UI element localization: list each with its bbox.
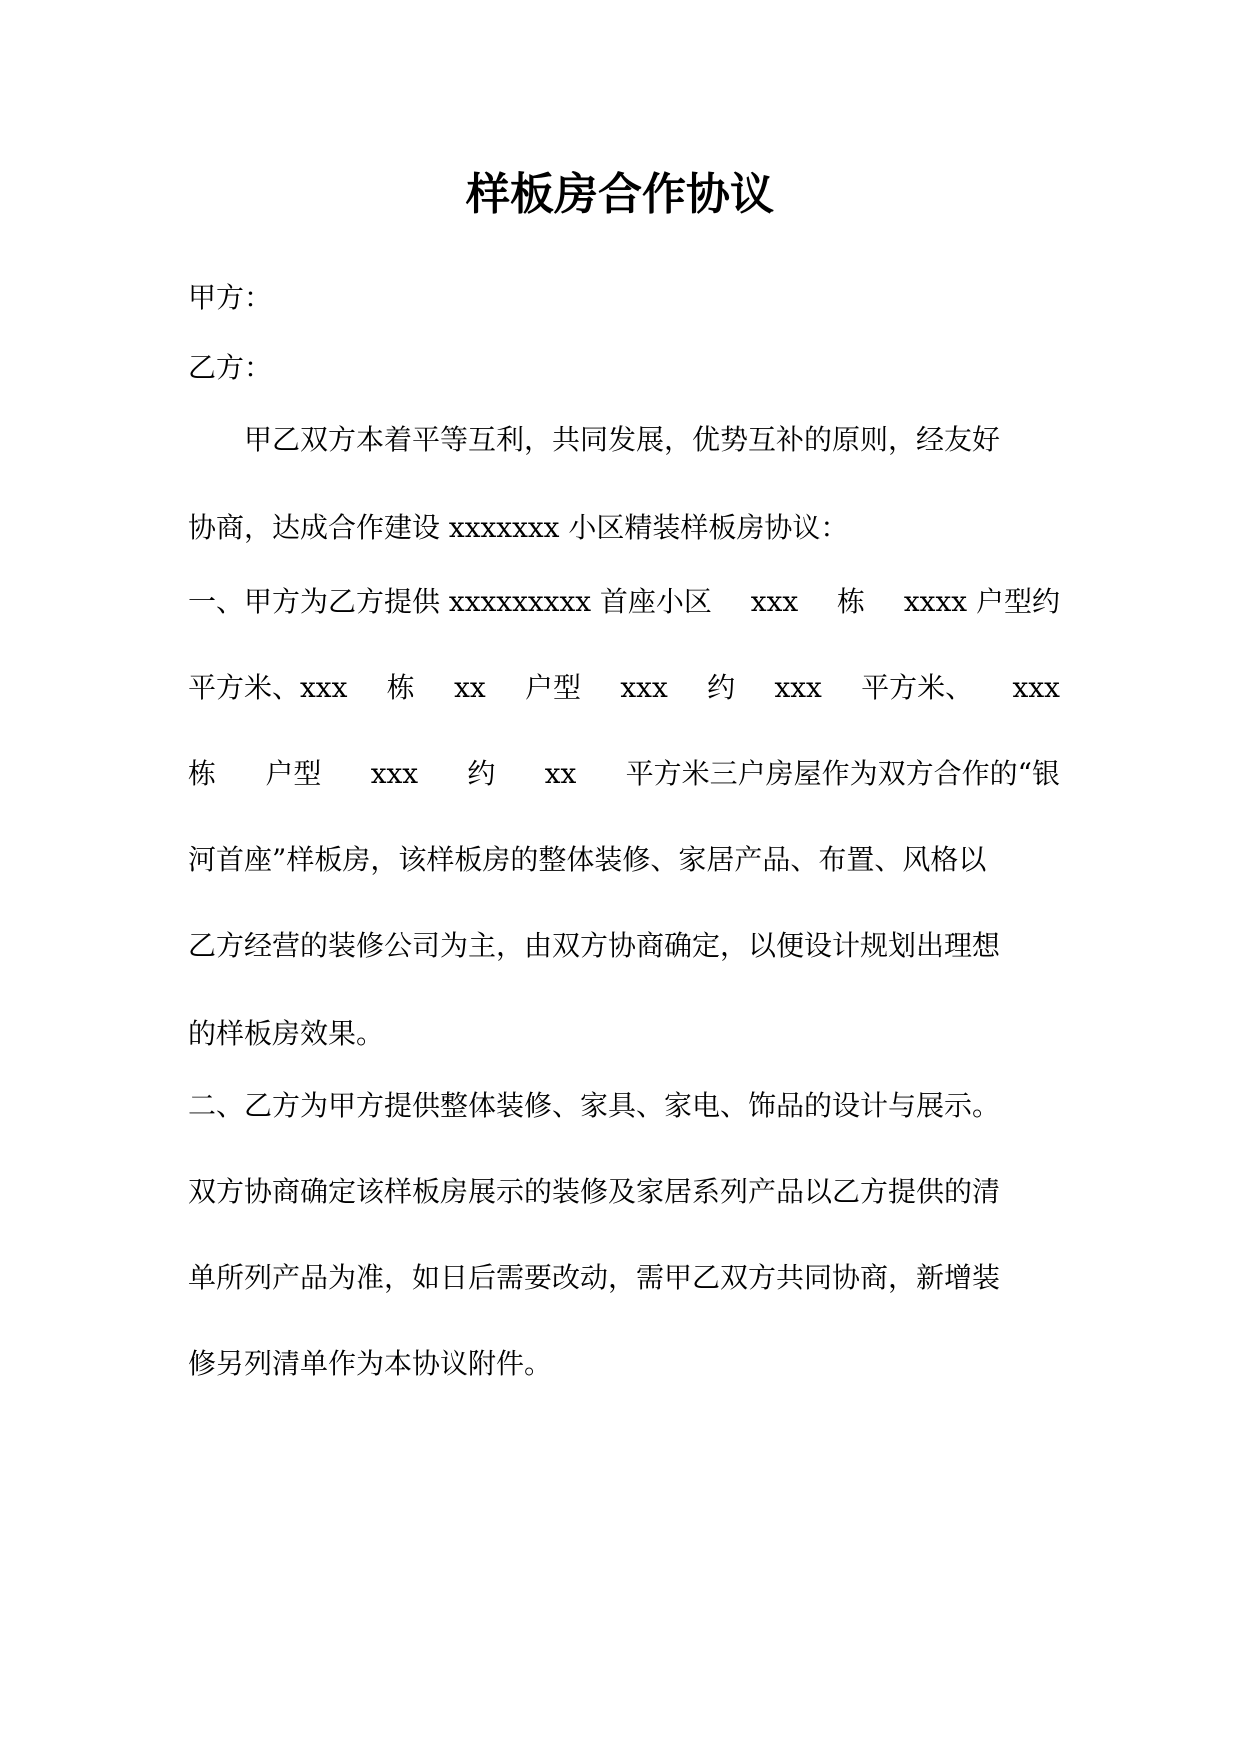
clause2-line-2: 双方协商确定该样板房展示的装修及家居系列产品以乙方提供的清 xyxy=(188,1175,1001,1208)
clause1-line-2-seg: xxx xyxy=(1012,671,1060,704)
clause1-line-1-tail-a: xxx xyxy=(750,585,799,618)
clause1-line-6: 的样板房效果。 xyxy=(188,1017,385,1050)
clause1-line-2 xyxy=(188,668,1060,708)
clause1-line-3-seg: 栋 xyxy=(188,757,217,790)
clause1-line-3-seg: xx xyxy=(544,757,577,790)
clause1-line-1 xyxy=(188,582,1060,622)
clause1-line-2-seg: 平方米、 xyxy=(861,671,974,704)
clause1-line-1-head: 一、甲方为乙方提供 xxxxxxxxx 首座小区 xyxy=(188,585,712,618)
clause1-line-1-tail-b: 栋 xyxy=(837,585,866,618)
intro-line-1: 甲乙双方本着平等互利，共同发展，优势互补的原则，经友好 xyxy=(188,423,1001,456)
clause1-line-2-seg: xx xyxy=(454,671,486,704)
clause2-line-1: 二、乙方为甲方提供整体装修、家具、家电、饰品的设计与展示。 xyxy=(188,1089,1001,1122)
clause1-line-5: 乙方经营的装修公司为主，由双方协商确定，以便设计规划出理想 xyxy=(188,929,1001,962)
clause1-line-2-seg: 栋 xyxy=(386,671,415,704)
clause1-line-2-seg: xxx xyxy=(774,671,822,704)
clause1-line-2-seg: 约 xyxy=(707,671,736,704)
document-title: 样板房合作协议 xyxy=(466,169,774,220)
clause1-line-4: 河首座”样板房，该样板房的整体装修、家居产品、布置、风格以 xyxy=(188,843,987,876)
intro-line-2: 协商，达成合作建设 xxxxxxx 小区精装样板房协议： xyxy=(188,511,849,544)
clause1-line-3-seg: xxx xyxy=(370,757,419,790)
clause1-line-2-seg: xxx xyxy=(620,671,668,704)
party-b-label: 乙方： xyxy=(188,351,273,384)
clause1-line-2-seg: 平方米、xxx xyxy=(188,671,348,704)
clause1-line-3-seg: 约 xyxy=(467,757,496,790)
clause1-line-3-seg: 户型 xyxy=(265,757,322,790)
clause2-line-4: 修另列清单作为本协议附件。 xyxy=(188,1347,553,1380)
clause2-line-3: 单所列产品为准，如日后需要改动，需甲乙双方共同协商，新增装 xyxy=(188,1261,1001,1294)
clause1-line-2-seg: 户型 xyxy=(525,671,582,704)
clause1-line-3-seg: 平方米三户房屋作为双方合作的“银 xyxy=(625,757,1060,790)
clause1-line-1-tail-c: xxxx 户型约 xyxy=(903,585,1060,618)
party-a-label: 甲方： xyxy=(188,281,273,314)
clause1-line-3 xyxy=(188,754,1060,794)
